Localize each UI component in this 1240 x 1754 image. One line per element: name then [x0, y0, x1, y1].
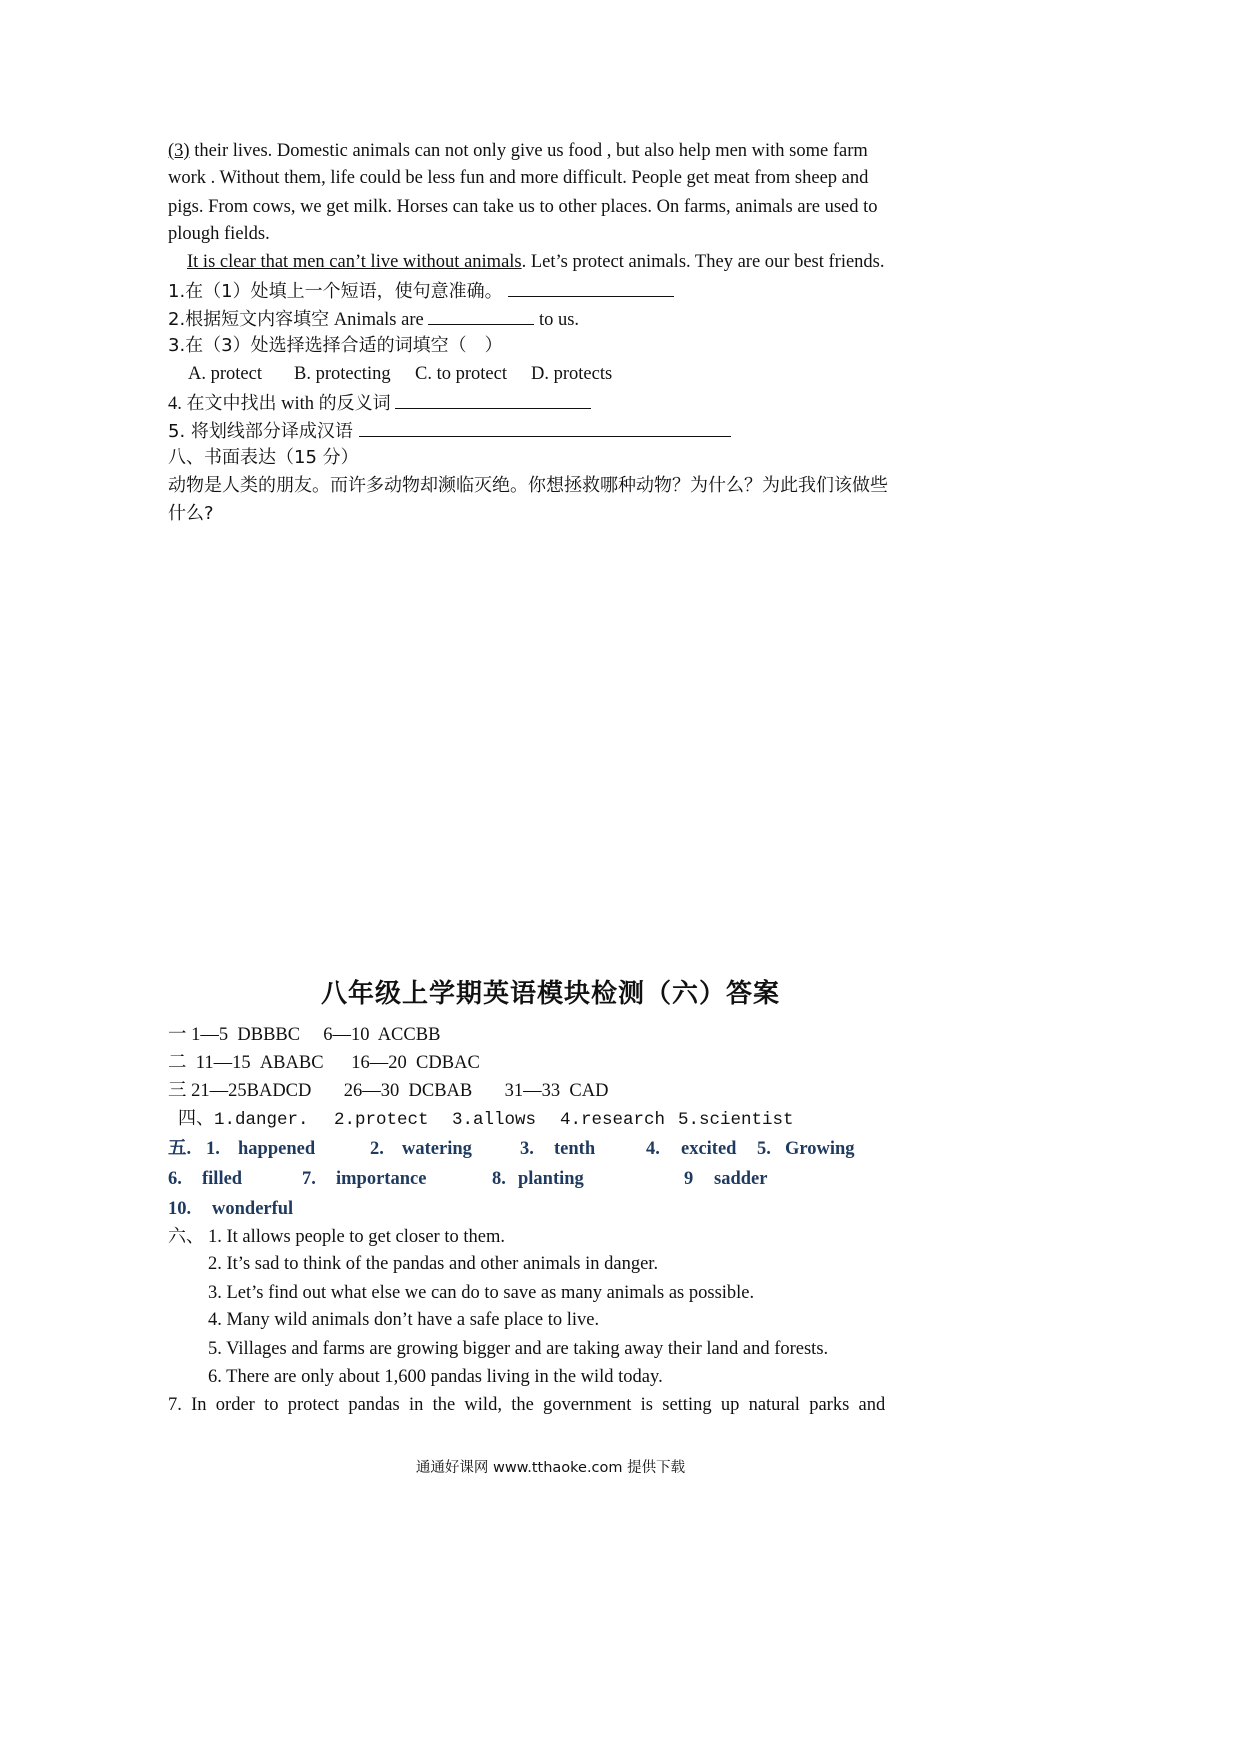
writing-heading: 八、书面表达（15 分） [168, 447, 359, 468]
answer-number: 9 [684, 1169, 694, 1189]
answers-section-1: 一 1—5 DBBBC 6—10 ACCBB [168, 1025, 441, 1045]
answer-blank-1[interactable] [508, 278, 674, 297]
writing-prompt-line-1: 动物是人类的朋友。而许多动物却濒临灭绝。你想拯救哪种动物？为什么？为此我们该做些 [168, 475, 888, 496]
question-4 [168, 390, 591, 416]
answer-word: filled [202, 1169, 243, 1189]
answer-key-title: 八年级上学期英语模块检测（六）答案 [320, 979, 780, 1009]
answer-sentence: 3. Let’s find out what else we can do to save as many animals as possible. [208, 1283, 755, 1303]
section-6-label: 六、 [168, 1226, 204, 1247]
answer-number: 3. [520, 1139, 534, 1159]
page-footer: 通通好课网 www.tthaoke.com 提供下载 [415, 1460, 686, 1476]
answers-section-6-row [168, 1225, 505, 1249]
question-2 [168, 306, 579, 332]
option-c[interactable]: C. to protect [415, 364, 507, 384]
answer-number: 5. [757, 1139, 771, 1159]
answer-word: excited [681, 1139, 737, 1159]
question-2-end: to us. [538, 310, 580, 330]
question-2-sentence: Animals are [333, 310, 424, 330]
passage-line-3: pigs. From cows, we get milk. Horses can take us to other places. On farms, animals are used to [168, 197, 878, 217]
question-2-text: 2.根据短文内容填空 [168, 309, 330, 330]
section-5-label: 五. [168, 1139, 192, 1159]
answers-section-7: 7. In order to protect pandas in the wild, the government is setting up natural parks and [168, 1395, 886, 1415]
answers-section-4 [178, 1107, 794, 1132]
question-1-text: 1.在（1）处填上一个短语，使句意准确。 [168, 281, 503, 302]
answers-section-3: 三 21—25BADCD 26—30 DCBAB 31—33 CAD [168, 1081, 609, 1101]
question-1 [168, 278, 674, 304]
answer-word: wonderful [212, 1199, 294, 1219]
answers-section-2: 二 11—15 ABABC 16—20 CDBAC [168, 1053, 480, 1073]
blank-3-marker: (3) [168, 141, 190, 161]
passage-line-5 [187, 250, 885, 274]
answer-sentence: 4. Many wild animals don’t have a safe place to live. [208, 1310, 600, 1330]
answer-word: importance [336, 1169, 427, 1189]
answer-word: sadder [714, 1169, 768, 1189]
passage-text: . Let’s protect animals. They are our best friends. [521, 252, 885, 272]
question-3: 3.在（3）处选择选择合适的词填空（ ） [168, 335, 503, 356]
passage-text: their lives. Domestic animals can not only give us food , but also help men with some farm [194, 141, 868, 161]
answer-sentence: 5. Villages and farms are growing bigger and are taking away their land and forests. [208, 1339, 829, 1359]
answer-number: 10. [168, 1199, 192, 1219]
question-4-word: with [281, 394, 315, 414]
answer-sentence: 1. It allows people to get closer to them. [208, 1227, 505, 1247]
answer-number: 4. [646, 1139, 660, 1159]
answer-item: 4.research [560, 1110, 666, 1130]
answers-section-5-row-2 [168, 1167, 767, 1191]
section-4-label: 四、 [178, 1108, 214, 1129]
passage-line-1 [168, 139, 868, 163]
answer-word: happened [238, 1139, 316, 1159]
answers-section-5-row-1 [168, 1137, 855, 1161]
answer-word: Growing [785, 1139, 855, 1159]
answer-item: 3.allows [452, 1110, 537, 1130]
question-4-text: 在文中找出 [186, 393, 277, 414]
answer-number: 6. [168, 1169, 182, 1189]
underlined-sentence: It is clear that men can’t live without animals [187, 252, 522, 272]
question-5-text: 5. 将划线部分译成汉语 [168, 421, 353, 442]
answer-number: 2. [370, 1139, 384, 1159]
answer-blank-4[interactable] [395, 390, 591, 409]
answer-sentence: 6. There are only about 1,600 pandas living in the wild today. [208, 1367, 663, 1387]
answer-number: 7. [302, 1169, 316, 1189]
passage-line-4: plough fields. [168, 224, 270, 244]
option-a[interactable]: A. protect [188, 364, 262, 384]
answer-word: planting [518, 1169, 584, 1189]
answer-word: tenth [554, 1139, 596, 1159]
writing-prompt-line-2: 什么? [168, 503, 214, 524]
answer-sentence: 2. It’s sad to think of the pandas and other animals in danger. [208, 1254, 659, 1274]
question-3-options [188, 362, 612, 386]
answers-section-5-row-3 [168, 1197, 293, 1221]
answer-number: 1. [206, 1139, 220, 1159]
answer-item: 1.danger. [214, 1110, 309, 1130]
option-b[interactable]: B. protecting [294, 364, 391, 384]
passage-line-2: work . Without them, life could be less fun and more difficult. People get meat from sheep and [168, 168, 869, 188]
answer-word: watering [402, 1139, 472, 1159]
answer-item: 5.scientist [678, 1110, 794, 1130]
answer-blank-5[interactable] [359, 418, 731, 437]
question-5 [168, 418, 731, 444]
answer-blank-2[interactable] [428, 306, 534, 325]
option-d[interactable]: D. protects [531, 364, 613, 384]
answer-item: 2.protect [334, 1110, 429, 1130]
answer-number: 8. [492, 1169, 506, 1189]
question-4-number: 4. [168, 394, 182, 414]
question-4-text-end: 的反义词 [318, 393, 391, 414]
